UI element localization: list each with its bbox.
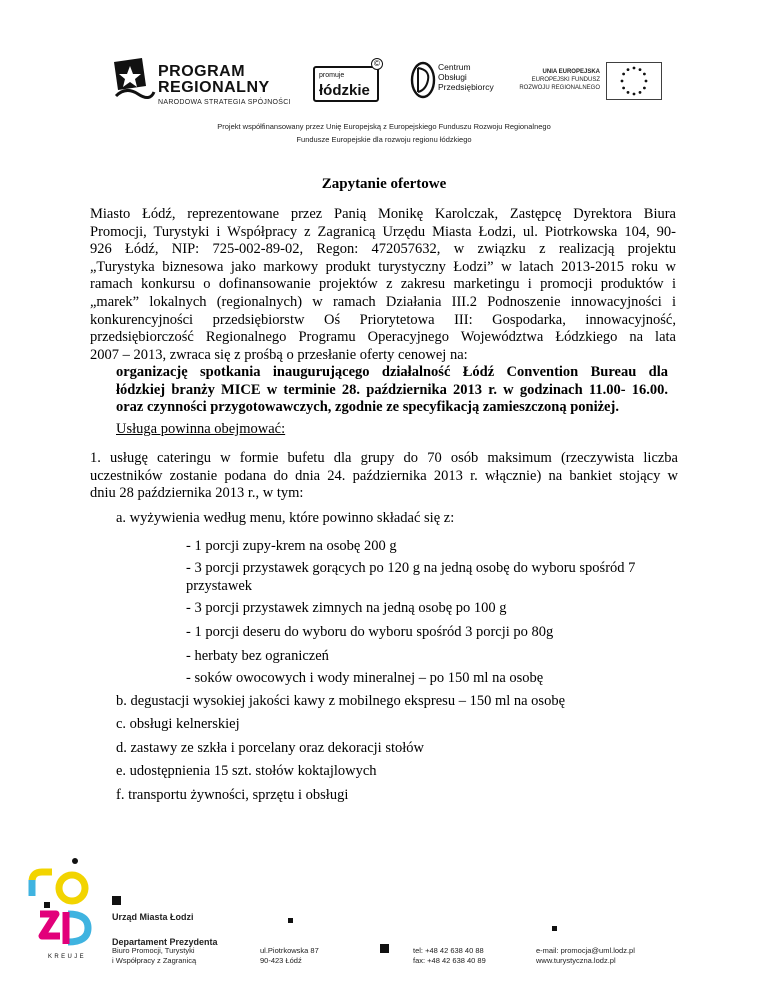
regionalny-label: REGIONALNY	[158, 79, 270, 96]
menu-item: - 1 porcji zupy-krem na osobę 200 g	[186, 538, 397, 554]
intro-paragraph	[90, 206, 676, 364]
intro-line: konkurencyjności przedsiębiorstw Oś Priorytetowa III: Gospodarka, innowacyjność,	[90, 311, 676, 328]
menu-item: - 1 porcji deseru do wyboru do wyboru spośród 3 porcji po 80g	[186, 624, 554, 640]
item-f: f. transportu żywności, sprzętu i obsługi	[116, 787, 349, 803]
eu-flag-icon	[606, 62, 662, 100]
item-1-paragraph	[90, 450, 678, 503]
program-regionalny-logo	[112, 56, 312, 112]
eu-line-3: ROZWOJU REGIONALNEGO	[519, 85, 600, 91]
copyright-mark: ©	[371, 58, 383, 70]
cop-line-3: Przedsiębiorcy	[438, 82, 494, 92]
program-regionalny-text	[158, 64, 291, 106]
promuje-label: promuje	[319, 72, 345, 79]
intro-line: Promocji, Turystyki i Współpracy z Zagranicą Urzędu Miasta Łodzi, ul. Piotrkowska 104, 90-	[90, 223, 676, 240]
subject-line: łódzkiej branży MICE w terminie 28. października 2013 r. w godzinach 11.00- 16.00.	[116, 381, 668, 398]
footer-department: Departament Prezydenta	[112, 937, 218, 947]
project-cofinancing-line: Projekt współfinansowany przez Unię Europejską z Europejskiego Funduszu Rozwoju Regionalnego	[217, 122, 551, 131]
footer-fax: fax: +48 42 638 40 89	[413, 956, 486, 965]
item-e: e. udostępnienia 15 szt. stołów koktajlowych	[116, 763, 377, 779]
menu-item: - 3 porcji przystawek gorących po 120 g na jedną osobę do wyboru spośród 7	[186, 560, 636, 576]
footer-phones	[413, 946, 486, 966]
document-title: Zapytanie ofertowe	[321, 176, 447, 192]
item-1-line: dniu 28 października 2013 r., w tym:	[90, 485, 304, 502]
footer-tel: tel: +48 42 638 40 88	[413, 946, 484, 955]
intro-line: ramach konkursu o dofinansowanie projektów z zakresu marketingu i promocji produktów i	[90, 276, 676, 293]
scope-heading: Usługa powinna obejmować:	[116, 421, 286, 437]
item-1-line: 1. usługę cateringu w formie bufetu dla grupy do 70 osób maksimum (rzeczywista liczba	[90, 450, 678, 466]
footer-address-line-1: ul.Piotrkowska 87	[260, 946, 319, 955]
footer-address	[260, 946, 319, 966]
lodzkie-frame	[313, 66, 379, 102]
footer-www[interactable]: www.turystyczna.lodz.pl	[536, 956, 616, 965]
footer-square-3	[380, 944, 389, 953]
intro-line: 926 Łódź, NIP: 725-002-89-02, Regon: 472057632, w związku z realizacją projektu	[90, 241, 676, 258]
footer-office: Urząd Miasta Łodzi	[112, 912, 194, 922]
cop-line-1: Centrum	[438, 62, 471, 72]
promuje-lodzkie-logo	[313, 60, 383, 102]
item-b: b. degustacji wysokiej jakości kawy z mobilnego ekspresu – 150 ml na osobę	[116, 693, 566, 709]
footer-contact	[536, 946, 635, 966]
footer-bureau-line-1: Biuro Promocji, Turystyki	[112, 946, 195, 955]
footer-square-1	[112, 896, 121, 905]
footer-bureau-line-2: i Współpracy z Zagranicą	[112, 956, 197, 965]
item-1-line: uczestników zostanie podana do dnia 24. października 2013 r. włącznie) na bankiet stojący w	[90, 467, 678, 484]
subject-line: oraz czynności przygotowawczych, zgodnie ze specyfikacją zamieszczoną poniżej.	[116, 399, 619, 416]
item-d: d. zastawy ze szkła i porcelany oraz dekoracji stołów	[116, 740, 424, 756]
lodzkie-label: łódzkie	[319, 82, 370, 99]
eu-logo	[520, 62, 670, 102]
footer-square-2	[288, 918, 293, 923]
footer-bureau	[112, 946, 196, 966]
eu-line-2: EUROPEJSKI FUNDUSZ	[531, 77, 600, 83]
cop-emblem-icon	[410, 60, 436, 100]
eu-line-1: UNIA EUROPEJSKA	[542, 69, 600, 75]
project-funds-line: Fundusze Europejskie dla rozwoju regionu łódzkiego	[296, 135, 472, 144]
eu-text	[480, 68, 600, 92]
menu-item: - soków owocowych i wody mineralnej – po 150 ml na osobę	[186, 670, 544, 686]
header-logos	[0, 52, 768, 112]
footer-square-4	[552, 926, 557, 931]
menu-item: - 3 porcji przystawek zimnych na jedną osobę po 100 g	[186, 600, 507, 616]
intro-line: Miasto Łódź, reprezentowane przez Panią Monikę Karolczak, Zastępcę Dyrektora Biura	[90, 206, 676, 222]
menu-item: - herbaty bez ograniczeń	[186, 648, 329, 664]
footer-address-line-2: 90-423 Łódź	[260, 956, 302, 965]
cop-line-2: Obsługi	[438, 72, 467, 82]
intro-line: 2007 – 2013, zwraca się z prośbą o przesłanie oferty cenowej na:	[90, 346, 468, 363]
subject-line: organizację spotkania inaugurującego działalność Łódź Convention Bureau dla	[116, 364, 668, 380]
star-flag-icon	[112, 56, 156, 106]
footer-email[interactable]: e-mail: promocja@uml.lodz.pl	[536, 946, 635, 955]
item-c: c. obsługi kelnerskiej	[116, 716, 240, 732]
program-label: PROGRAM	[158, 63, 246, 80]
lodz-kreuje-logo	[26, 856, 106, 966]
subject-paragraph	[116, 364, 668, 417]
kreuje-label: KREUJE	[48, 954, 87, 960]
menu-item-continuation: przystawek	[186, 578, 253, 594]
nss-label: NARODOWA STRATEGIA SPÓJNOŚCI	[158, 99, 291, 106]
intro-line: „marek” lokalnych (regionalnych) w ramach Działania III.2 Podnoszenie innowacyjności i	[90, 293, 676, 310]
intro-line: „Turystyka biznesowa jako markowy produkt turystyczny Łodzi” w latach 2013-2015 roku w	[90, 258, 676, 275]
item-a: a. wyżywienia według menu, które powinno składać się z:	[116, 510, 455, 526]
intro-line: przedsiębiorczość Regionalnego Programu Operacyjnego Województwa Łódzkiego na lata	[90, 329, 676, 346]
